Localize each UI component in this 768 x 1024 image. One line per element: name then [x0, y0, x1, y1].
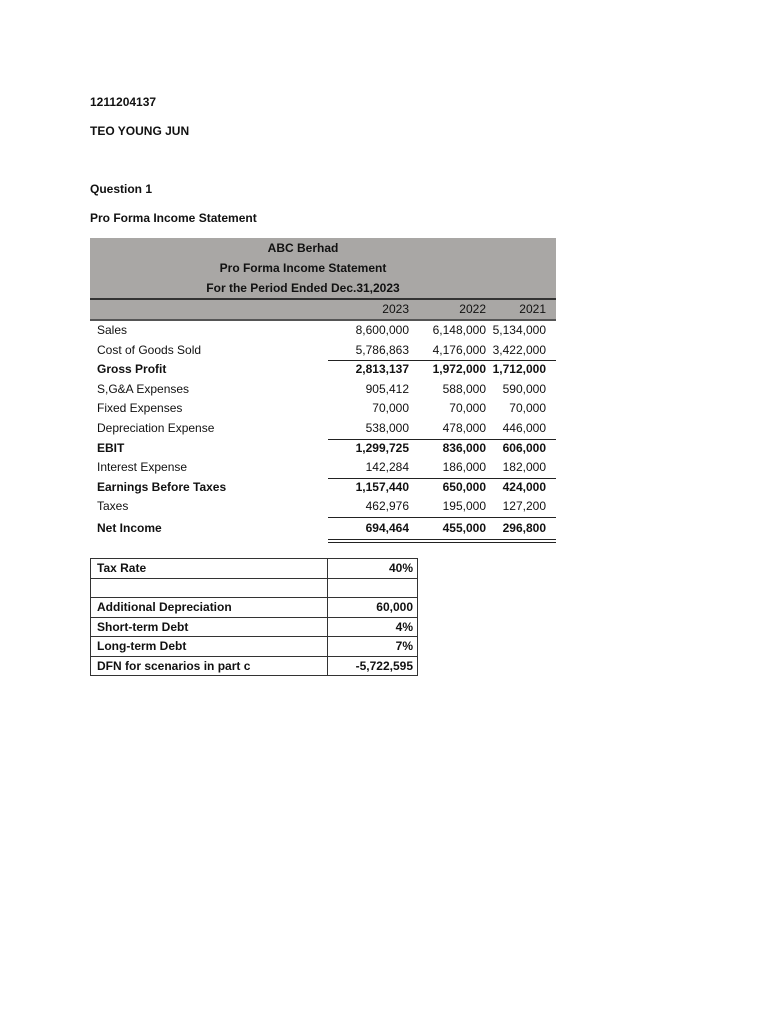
statement-title: Pro Forma Income Statement: [219, 261, 387, 275]
table-row: [90, 399, 556, 419]
row-label: Cost of Goods Sold: [97, 342, 202, 357]
year-header: 2021: [519, 302, 546, 316]
row-value: 2,813,137: [355, 362, 409, 377]
table-row: [90, 439, 556, 459]
row-label: EBIT: [97, 440, 125, 455]
table-row: [90, 360, 556, 380]
row-value: 186,000: [442, 460, 486, 475]
row-label: Interest Expense: [97, 460, 188, 475]
assumption-value: 4%: [328, 617, 418, 637]
row-value: 4,176,000: [432, 342, 486, 357]
row-label: Depreciation Expense: [97, 420, 215, 435]
question-heading: Question 1: [90, 182, 153, 196]
row-value: 478,000: [442, 420, 486, 435]
assumptions-table: [90, 558, 418, 676]
row-value: 296,800: [502, 520, 546, 535]
row-label: Earnings Before Taxes: [97, 479, 227, 494]
row-label: Fixed Expenses: [97, 401, 183, 416]
row-value: 5,134,000: [492, 323, 546, 337]
assumption-row: [91, 559, 418, 579]
row-value: 424,000: [502, 479, 546, 494]
income-statement-table: [90, 238, 556, 539]
table-row: [90, 380, 556, 400]
assumption-label: Long-term Debt: [91, 637, 328, 657]
assumption-label: DFN for scenarios in part c: [91, 656, 328, 676]
row-value: 1,712,000: [492, 362, 546, 377]
student-name: TEO YOUNG JUN: [90, 124, 190, 138]
student-id: 1211204137: [90, 95, 157, 109]
row-value: 70,000: [509, 401, 546, 416]
row-value: 836,000: [442, 440, 486, 455]
row-value: 650,000: [442, 479, 486, 494]
table-row: [90, 321, 556, 341]
row-value: 1,157,440: [355, 479, 409, 494]
assumption-row: [91, 617, 418, 637]
row-label: Gross Profit: [97, 362, 167, 377]
table-row: [90, 519, 556, 539]
row-label: Sales: [97, 323, 128, 337]
row-value: 462,976: [365, 499, 409, 514]
row-value: 455,000: [442, 520, 486, 535]
row-value: 590,000: [502, 381, 546, 396]
section-title: Pro Forma Income Statement: [90, 211, 257, 225]
assumption-value: 60,000: [328, 598, 418, 618]
table-row: [90, 419, 556, 439]
assumption-label: Tax Rate: [91, 559, 328, 579]
row-value: 446,000: [502, 420, 546, 435]
assumption-row: [91, 598, 418, 618]
assumption-value: -5,722,595: [328, 656, 418, 676]
row-value: 70,000: [449, 401, 486, 416]
row-value: 1,972,000: [432, 362, 486, 377]
table-header: [90, 238, 556, 321]
row-label: Taxes: [97, 499, 129, 514]
row-value: 694,464: [365, 520, 409, 535]
row-value: 8,600,000: [355, 323, 409, 337]
table-row: [90, 341, 556, 361]
row-label: S,G&A Expenses: [97, 381, 190, 396]
assumption-row: [91, 637, 418, 657]
row-value: 538,000: [365, 420, 409, 435]
row-value: 127,200: [502, 499, 546, 514]
assumption-label: Additional Depreciation: [91, 598, 328, 618]
assumption-label: [91, 578, 328, 598]
row-value: 606,000: [502, 440, 546, 455]
table-row: [90, 497, 556, 517]
assumption-row: [91, 578, 418, 598]
assumption-value: 40%: [328, 559, 418, 579]
statement-rows: [90, 321, 556, 539]
table-row: [90, 478, 556, 498]
row-value: 142,284: [365, 460, 409, 475]
row-value: 1,299,725: [355, 440, 409, 455]
row-value: 3,422,000: [492, 342, 546, 357]
year-header: 2022: [459, 302, 486, 316]
assumption-row: [91, 656, 418, 676]
assumption-value: [328, 578, 418, 598]
row-value: 70,000: [372, 401, 409, 416]
row-value: 6,148,000: [432, 323, 486, 337]
row-value: 195,000: [442, 499, 486, 514]
row-label: Net Income: [97, 520, 162, 535]
statement-period: For the Period Ended Dec.31,2023: [206, 281, 400, 295]
row-value: 905,412: [365, 381, 409, 396]
row-value: 588,000: [442, 381, 486, 396]
row-value: 182,000: [502, 460, 546, 475]
row-value: 5,786,863: [355, 342, 409, 357]
year-header: 2023: [382, 302, 409, 316]
year-header-row: [90, 298, 556, 321]
assumption-label: Short-term Debt: [91, 617, 328, 637]
table-row: [90, 458, 556, 478]
assumption-value: 7%: [328, 637, 418, 657]
company-name: ABC Berhad: [267, 241, 339, 255]
